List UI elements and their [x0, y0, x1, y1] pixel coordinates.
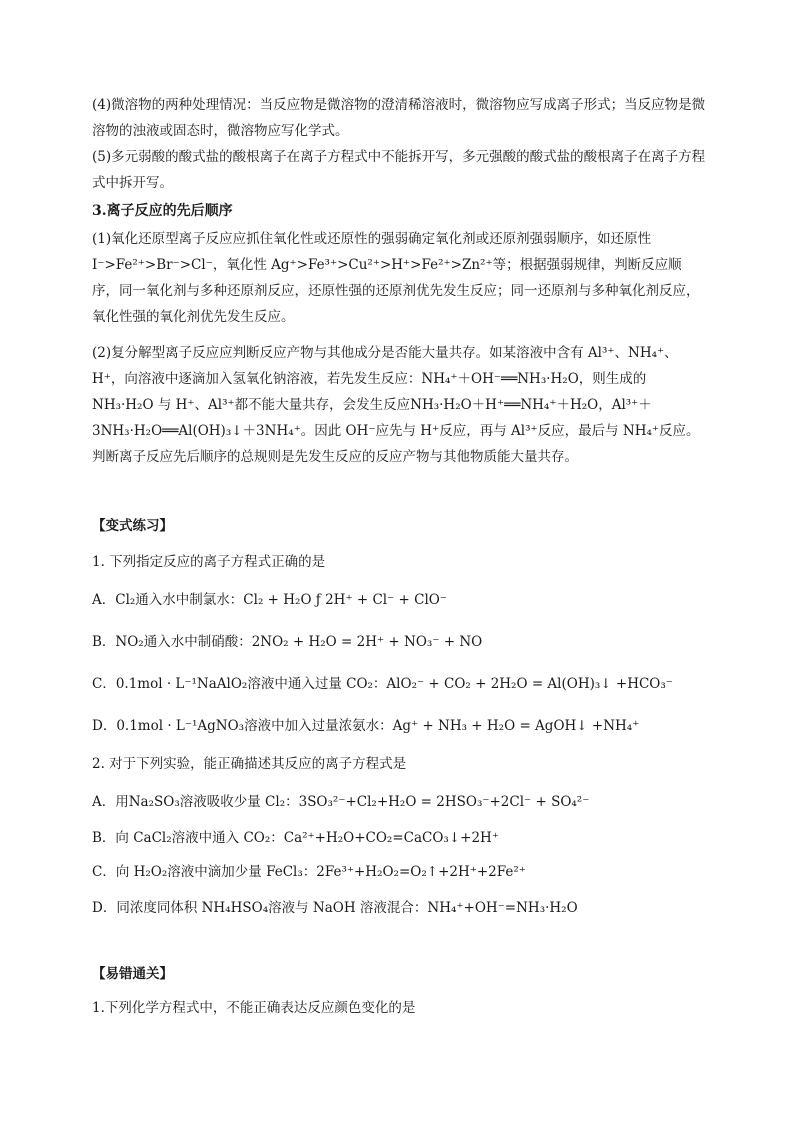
question-2-option-a: A．用Na₂SO₃溶液吸收少量 Cl₂：3SO₃²⁻+Cl₂+H₂O = 2HSO₃⁻+2Cl⁻ + SO₄²⁻: [92, 794, 590, 810]
errors-question-1: 1.下列化学方程式中，不能正确表达反应颜色变化的是: [92, 1000, 416, 1016]
question-2-option-b: B．向 CaCl₂溶液中通入 CO₂：Ca²⁺+H₂O+CO₂=CaCO₃↓+2H⁺: [92, 830, 499, 846]
errors-title: 【易错通关】: [92, 966, 173, 982]
question-2-stem: 2. 对于下列实验，能正确描述其反应的离子方程式是: [92, 756, 407, 772]
question-1-option-a: A．Cl₂通入水中制氯水：Cl₂ + H₂O ƒ 2H⁺ + Cl⁻ + ClO⁻: [92, 592, 447, 608]
question-1-option-d: D．0.1mol · L⁻¹AgNO₃溶液中加入过量浓氨水：Ag⁺ + NH₃ + H₂O = AgOH↓ +NH₄⁺: [92, 718, 640, 734]
question-2-option-d: D．同浓度同体积 NH₄HSO₄溶液与 NaOH 溶液混合：NH₄⁺+OH⁻=NH₃·H₂O: [92, 900, 578, 916]
question-1-stem: 1. 下列指定反应的离子方程式正确的是: [92, 554, 326, 570]
note-5: (5)多元弱酸的酸式盐的酸根离子在离子方程式中不能拆开写，多元强酸的酸式盐的酸根离子在离子方程式中拆开写。: [92, 149, 706, 191]
practice-title: 【变式练习】: [92, 518, 173, 534]
question-1-option-b: B．NO₂通入水中制硝酸：2NO₂ + H₂O = 2H⁺ + NO₃⁻ + NO: [92, 634, 483, 650]
question-2-option-c: C．向 H₂O₂溶液中滴加少量 FeCl₃：2Fe³⁺+H₂O₂=O₂↑+2H⁺+2Fe²⁺: [92, 864, 526, 880]
section-heading-3: 3.离子反应的先后顺序: [92, 203, 233, 219]
note-order-2: (2)复分解型离子反应应判断反应产物与其他成分是否能大量共存。如某溶液中含有 Al³⁺、NH₄⁺、H⁺，向溶液中逐滴加入氢氧化钠溶液，若先发生反应：NH₄⁺＋OH⁻══NH₃·H₂O，则生成的 NH₃·H₂O 与 H⁺、Al³⁺都不能大量共存，会发生反应NH₃·H₂O＋H⁺══NH₄⁺＋H₂O，Al³⁺＋3NH₃·H₂O══Al(OH)₃↓＋3NH₄⁺。因此 OH⁻应先与 H⁺反应，再与 Al³⁺反应，最后与 NH₄⁺反应。判断离子反应先后顺序的总规则是先发生反应的反应产物与其他物质能大量共存。: [92, 345, 700, 465]
question-1-option-c: C．0.1mol · L⁻¹NaAlO₂溶液中通入过量 CO₂：AlO₂⁻ + CO₂ + 2H₂O = Al(OH)₃↓ +HCO₃⁻: [92, 676, 673, 692]
note-order-1: (1)氧化还原型离子反应应抓住氧化性或还原性的强弱确定氧化剂或还原剂强弱顺序，如还原性 I⁻>Fe²⁺>Br⁻>Cl⁻，氧化性 Ag⁺>Fe³⁺>Cu²⁺>H⁺>Fe²⁺>Zn²⁺等；根据强弱规律，判断反应顺序，同一氧化剂与多种还原剂反应，还原性强的还原剂优先发生反应；同一还原剂与多种氧化剂反应，氧化性强的氧化剂优先发生反应。: [92, 231, 700, 325]
note-4: (4)微溶物的两种处理情况：当反应物是微溶物的澄清稀溶液时，微溶物应写成离子形式；当反应物是微溶物的浊液或固态时，微溶物应写化学式。: [92, 97, 706, 139]
